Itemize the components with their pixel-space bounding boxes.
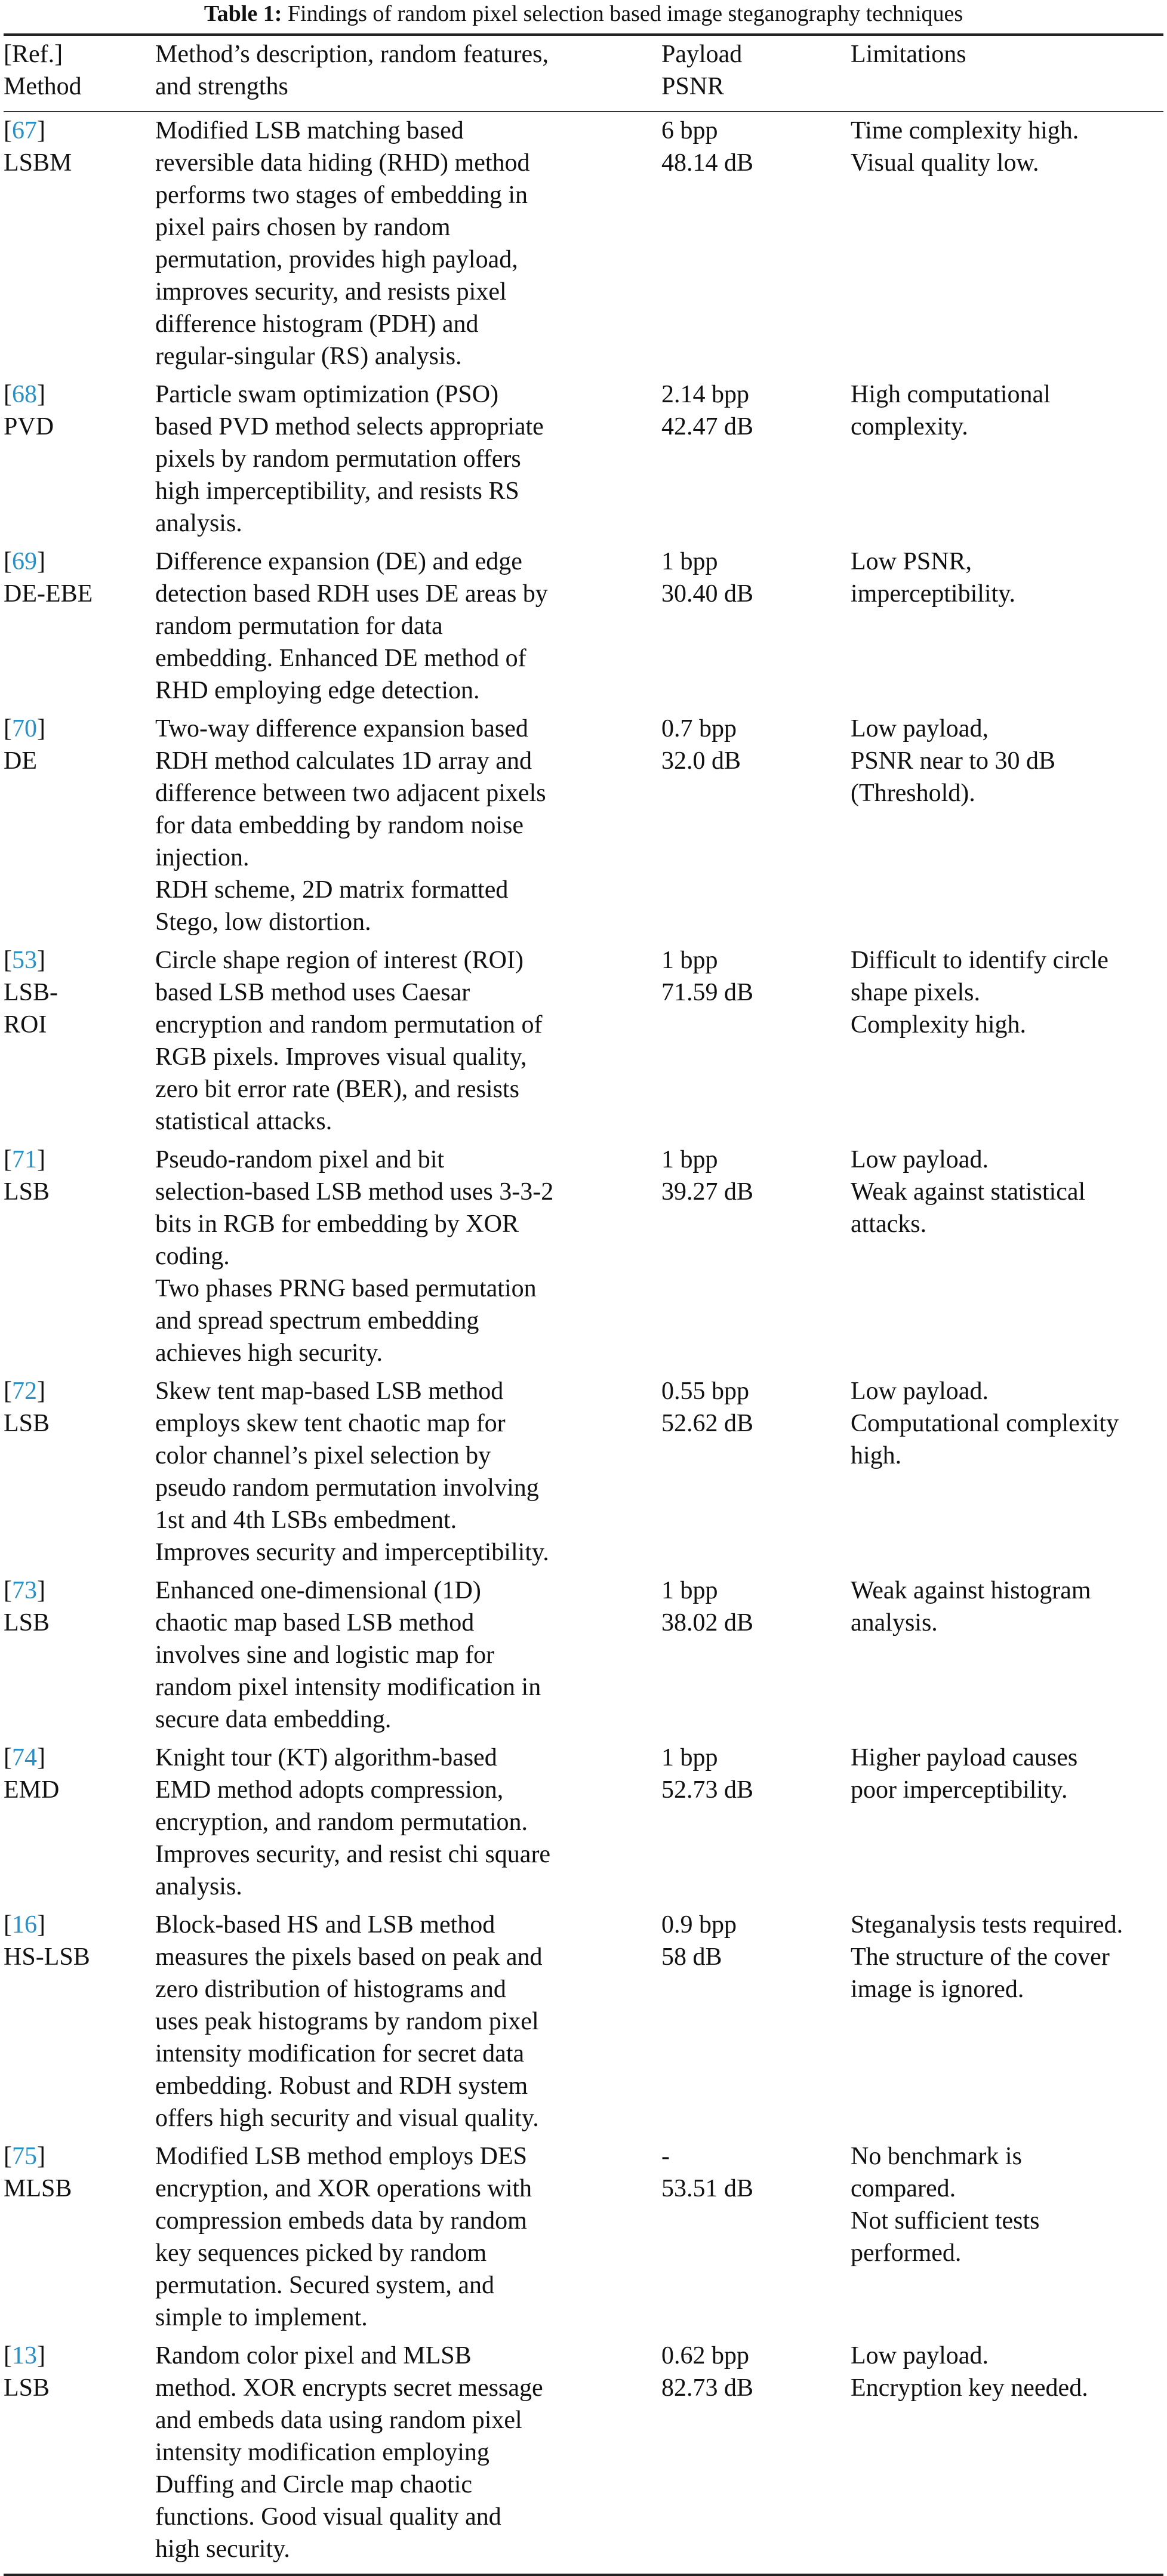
ref-method-cell (4, 1141, 155, 1373)
method-name: EMD (4, 1776, 60, 1804)
reference-link[interactable]: 67 (12, 117, 37, 144)
findings-table (4, 36, 1163, 2574)
bracket-open: [ (4, 1378, 12, 1405)
limitations-cell: Time complexity high. Visual quality low. (851, 117, 1079, 177)
bracket-open: [ (4, 548, 12, 575)
reference-citation (4, 2340, 155, 2372)
limitations-cell: Weak against histogram analysis. (851, 1577, 1091, 1637)
limitations-cell: Higher payload causes poor imperceptibility. (851, 1744, 1078, 1804)
method-name: LSBM (4, 149, 72, 177)
description-cell: Modified LSB matching based reversible data hiding (RHD) method performs two stages of embedding in pixel pairs chosen by random permutation, provides high payload, improves security, and resists pixel difference histogram (PDH) and regular-singular (RS) analysis. (155, 117, 530, 370)
ref-method-cell (4, 112, 155, 376)
table-row (4, 112, 1163, 376)
ref-method-cell (4, 710, 155, 942)
bracket-open: [ (4, 2342, 12, 2369)
bracket-close: ] (37, 381, 45, 408)
table-row (4, 1572, 1163, 1739)
description-cell: Enhanced one-dimensional (1D) chaotic map based LSB method involves sine and logistic map for random pixel intensity modification in secure data embedding. (155, 1577, 541, 1733)
reference-citation (4, 115, 155, 147)
bracket-close: ] (37, 1911, 45, 1939)
table-row (4, 2337, 1163, 2574)
reference-citation (4, 1144, 155, 1176)
bracket-open: [ (4, 1744, 12, 1771)
limitations-cell: High computational complexity. (851, 381, 1051, 440)
reference-link[interactable]: 68 (12, 381, 37, 408)
description-cell: Particle swam optimization (PSO) based PVD method selects appropriate pixels by random permutation offers high imperceptibility, and resists RS analysis. (155, 381, 544, 537)
ref-method-cell (4, 942, 155, 1141)
reference-link[interactable]: 75 (12, 2143, 37, 2170)
ref-method-cell (4, 1373, 155, 1572)
reference-citation (4, 1742, 155, 1774)
header-row (4, 36, 1163, 112)
reference-link[interactable]: 74 (12, 1744, 37, 1771)
reference-link[interactable]: 53 (12, 947, 37, 974)
table-row (4, 376, 1163, 543)
payload-psnr-cell: 1 bpp 38.02 dB (661, 1577, 754, 1637)
description-cell: Two-way difference expansion based RDH method calculates 1D array and difference between two adjacent pixels for data embedding by random noise injection. RDH scheme, 2D matrix formatted Stego, low distortion. (155, 715, 546, 936)
bracket-close: ] (37, 947, 45, 974)
reference-link[interactable]: 71 (12, 1146, 37, 1173)
description-cell: Circle shape region of interest (ROI) based LSB method uses Caesar encryption and random permutation of RGB pixels. Improves visual quality, zero bit error rate (BER), and resists statistical attacks. (155, 947, 543, 1135)
bracket-open: [ (4, 715, 12, 742)
payload-psnr-cell: 0.62 bpp 82.73 dB (661, 2342, 754, 2402)
method-name: HS-LSB (4, 1943, 90, 1971)
reference-citation (4, 1574, 155, 1607)
limitations-cell: No benchmark is compared. Not sufficient tests performed. (851, 2143, 1040, 2267)
method-name: LSB (4, 2374, 50, 2402)
bracket-close: ] (37, 715, 45, 742)
reference-link[interactable]: 70 (12, 715, 37, 742)
bracket-open: [ (4, 1146, 12, 1173)
ref-method-cell (4, 543, 155, 710)
method-name: PVD (4, 413, 54, 440)
bracket-open: [ (4, 947, 12, 974)
payload-psnr-cell: 1 bpp 39.27 dB (661, 1146, 754, 1206)
table-row (4, 1373, 1163, 1572)
table-caption (4, 0, 1163, 33)
bracket-close: ] (37, 548, 45, 575)
limitations-cell: Low payload. Weak against statistical attacks. (851, 1146, 1086, 1238)
table-row (4, 1141, 1163, 1373)
reference-citation (4, 546, 155, 578)
description-cell: Skew tent map-based LSB method employs skew tent chaotic map for color channel’s pixel selection by pseudo random permutation involving 1st and 4th LSBs embedment. Improves security and imperceptibility. (155, 1378, 549, 1566)
payload-psnr-cell: 0.55 bpp 52.62 dB (661, 1378, 754, 1437)
method-name: MLSB (4, 2175, 72, 2202)
description-cell: Knight tour (KT) algorithm-based EMD method adopts compression, encryption, and random permutation. Improves security, and resist chi square analysis. (155, 1744, 551, 1900)
reference-citation (4, 944, 155, 976)
bracket-open: [ (4, 1577, 12, 1604)
limitations-cell: Difficult to identify circle shape pixels. Complexity high. (851, 947, 1109, 1039)
bracket-close: ] (37, 2342, 45, 2369)
header-description: Method’s description, random features, and strengths (155, 41, 549, 100)
reference-link[interactable]: 72 (12, 1378, 37, 1405)
method-name: LSB (4, 1410, 50, 1437)
header-ref-method: [Ref.] Method (4, 41, 82, 100)
payload-psnr-cell: 0.7 bpp 32.0 dB (661, 715, 741, 775)
table-body (4, 112, 1163, 2574)
table-row (4, 2138, 1163, 2337)
bracket-close: ] (37, 117, 45, 144)
method-name: LSB (4, 1609, 50, 1637)
table-row (4, 1906, 1163, 2138)
limitations-cell: Low payload, PSNR near to 30 dB (Threshold). (851, 715, 1056, 807)
payload-psnr-cell: 1 bpp 52.73 dB (661, 1744, 754, 1804)
bracket-open: [ (4, 1911, 12, 1939)
payload-psnr-cell: 2.14 bpp 42.47 dB (661, 381, 754, 440)
reference-link[interactable]: 16 (12, 1911, 37, 1939)
bracket-close: ] (37, 2143, 45, 2170)
limitations-cell: Low PSNR, imperceptibility. (851, 548, 1016, 608)
reference-citation (4, 1909, 155, 1941)
ref-method-cell (4, 376, 155, 543)
table-caption-label: Table 1: (204, 1, 282, 26)
reference-link[interactable]: 73 (12, 1577, 37, 1604)
ref-method-cell (4, 1739, 155, 1906)
method-name: DE (4, 747, 37, 775)
payload-psnr-cell: 1 bpp 71.59 dB (661, 947, 754, 1006)
limitations-cell: Steganalysis tests required. The structure of the cover image is ignored. (851, 1911, 1123, 2003)
description-cell: Block-based HS and LSB method measures the pixels based on peak and zero distribution of histograms and uses peak histograms by random pixel intensity modification for secret data embedding. Robust and RDH system offers high security and visual quality. (155, 1911, 543, 2132)
reference-citation (4, 713, 155, 745)
reference-citation (4, 2140, 155, 2173)
bracket-open: [ (4, 2143, 12, 2170)
reference-link[interactable]: 69 (12, 548, 37, 575)
description-cell: Difference expansion (DE) and edge detection based RDH uses DE areas by random permutation for data embedding. Enhanced DE method of RHD employing edge detection. (155, 548, 548, 704)
description-cell: Modified LSB method employs DES encryption, and XOR operations with compression embeds data by random key sequences picked by random permutation. Secured system, and simple to implement. (155, 2143, 532, 2331)
table-row (4, 543, 1163, 710)
ref-method-cell (4, 2337, 155, 2574)
payload-psnr-cell: - 53.51 dB (661, 2143, 754, 2202)
header-payload-psnr: Payload PSNR (661, 41, 743, 100)
table-row (4, 710, 1163, 942)
header-limitations: Limitations (851, 41, 966, 68)
ref-method-cell (4, 2138, 155, 2337)
bracket-open: [ (4, 381, 12, 408)
reference-link[interactable]: 13 (12, 2342, 37, 2369)
reference-citation (4, 1375, 155, 1407)
table-header (4, 36, 1163, 112)
table-row (4, 942, 1163, 1141)
limitations-cell: Low payload. Computational complexity high. (851, 1378, 1119, 1469)
ref-method-cell (4, 1906, 155, 2138)
bracket-open: [ (4, 117, 12, 144)
method-name: LSB- ROI (4, 979, 58, 1039)
bracket-close: ] (37, 1378, 45, 1405)
bracket-close: ] (37, 1744, 45, 1771)
payload-psnr-cell: 0.9 bpp 58 dB (661, 1911, 737, 1971)
table-caption-text: Findings of random pixel selection based image steganography techniques (287, 1, 963, 26)
table-row (4, 1739, 1163, 1906)
ref-method-cell (4, 1572, 155, 1739)
reference-citation (4, 378, 155, 411)
bottom-rule (4, 2574, 1163, 2576)
description-cell: Pseudo-random pixel and bit selection-based LSB method uses 3-3-2 bits in RGB for embedding by XOR coding. Two phases PRNG based permutation and spread spectrum embedding achieves high security. (155, 1146, 554, 1367)
method-name: LSB (4, 1178, 50, 1206)
description-cell: Random color pixel and MLSB method. XOR encrypts secret message and embeds data using random pixel intensity modification employing Duffing and Circle map chaotic functions. Good visual quality and high security. (155, 2342, 543, 2563)
bracket-close: ] (37, 1146, 45, 1173)
payload-psnr-cell: 1 bpp 30.40 dB (661, 548, 754, 608)
payload-psnr-cell: 6 bpp 48.14 dB (661, 117, 754, 177)
method-name: DE-EBE (4, 580, 93, 608)
limitations-cell: Low payload. Encryption key needed. (851, 2342, 1088, 2402)
bracket-close: ] (37, 1577, 45, 1604)
